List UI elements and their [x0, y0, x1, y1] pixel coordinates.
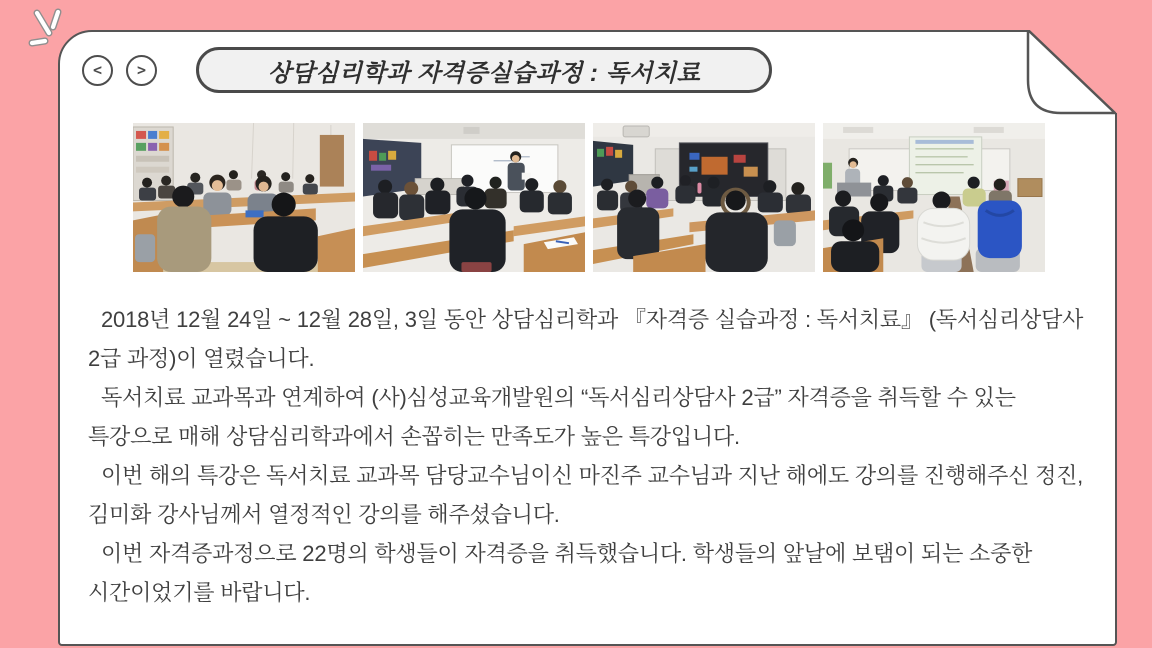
prev-button[interactable]	[82, 55, 113, 86]
photo-classroom-projection	[593, 123, 815, 272]
next-button[interactable]	[126, 55, 157, 86]
page-fold-corner	[1025, 30, 1117, 117]
paragraph-instructors: 이번 해의 특강은 독서치료 교과목 담당교수님이신 마진주 교수님과 지난 해에도 강의를 진행해주신 정진, 김미화 강사님께서 열정적인 강의를 해주셨습니다.	[88, 463, 1084, 527]
prev-arrow-icon: <	[92, 61, 103, 79]
slide-title-pill	[196, 47, 772, 93]
photo-classroom-discussion	[133, 123, 355, 272]
photo-classroom-screen	[823, 123, 1045, 272]
page-title: 상담심리학과 자격증실습과정 : 독서치료	[267, 59, 701, 87]
next-arrow-icon: >	[136, 61, 147, 79]
paragraph-results: 이번 자격증과정으로 22명의 학생들이 자격증을 취득했습니다. 학생들의 앞날에 보탬이 되는 소중한 시간이었기를 바랍니다.	[88, 541, 1033, 605]
slide-card	[58, 30, 1117, 646]
photo-strip	[133, 123, 1045, 272]
paragraph-intro: 2018년 12월 24일 ~ 12월 28일, 3일 동안 상담심리학과 『자격증 실습과정 : 독서치료』 (독서심리상담사 2급 과정)이 열렸습니다.	[88, 307, 1084, 371]
carousel-nav	[82, 55, 157, 86]
article-text	[88, 300, 1092, 612]
paragraph-course-info: 독서치료 교과목과 연계하여 (사)심성교육개발원의 “독서심리상담사 2급” 자격증을 취득할 수 있는 특강으로 매해 상담심리학과에서 손꼽히는 만족도가 높은 특강입니다.	[88, 385, 1016, 449]
photo-classroom-lecture	[363, 123, 585, 272]
